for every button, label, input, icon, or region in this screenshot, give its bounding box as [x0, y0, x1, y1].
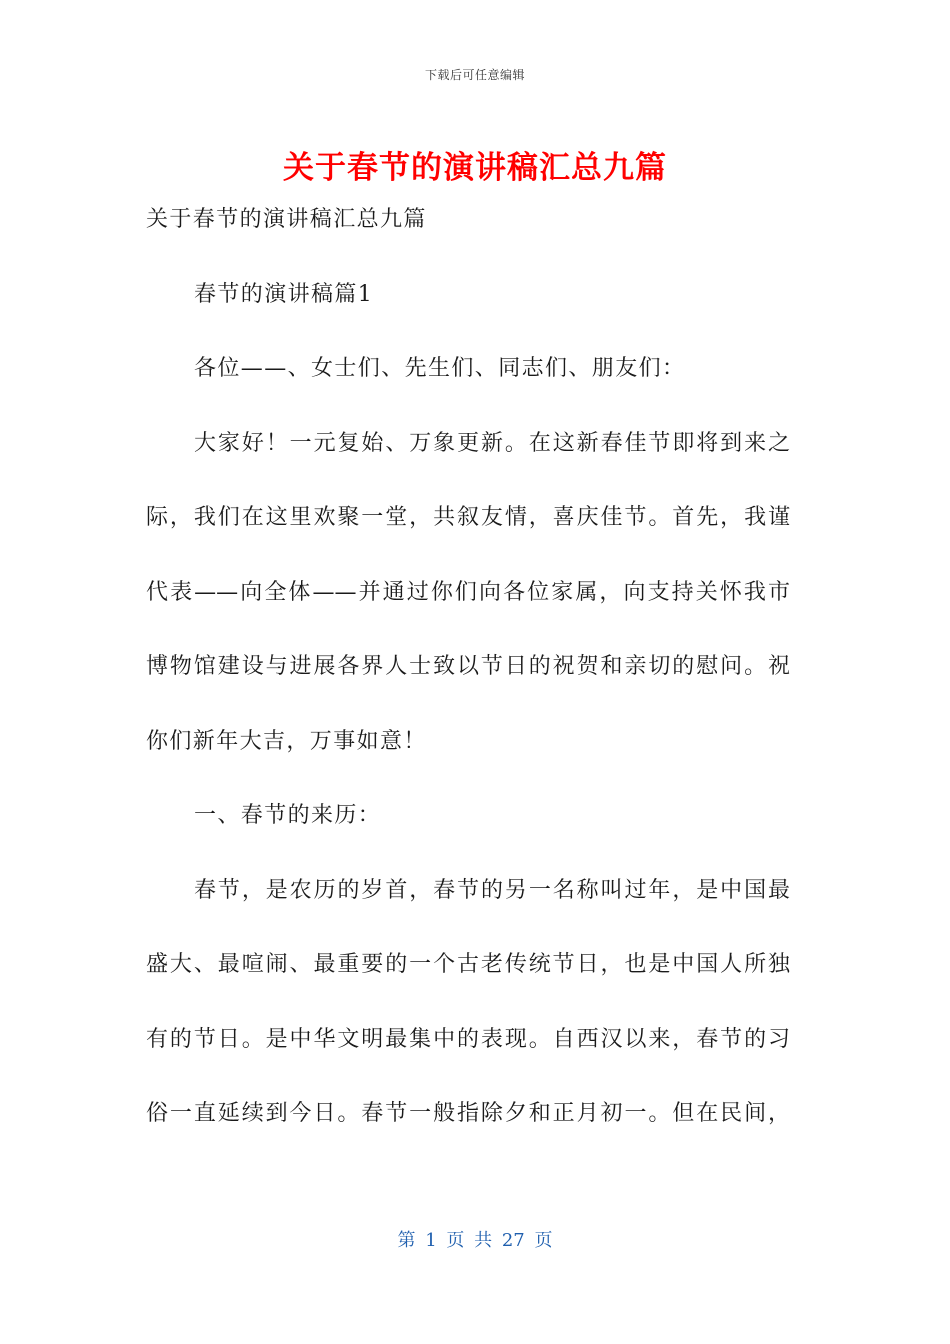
- paragraph-line: 际，我们在这里欢聚一堂，共叙友情，喜庆佳节。首先，我谨: [146, 505, 790, 530]
- paragraph-line: 俗一直延续到今日。春节一般指除夕和正月初一。但在民间，: [146, 1101, 790, 1126]
- paragraph-line: 你们新年大吉，万事如意！: [146, 728, 427, 754]
- page-number: 第 1 页 共 27 页: [397, 1230, 553, 1251]
- document-title: 关于春节的演讲稿汇总九篇: [283, 150, 667, 186]
- paragraph-line: 春节，是农历的岁首，春节的另一名称叫过年，是中国最: [194, 877, 790, 903]
- paragraph-line: 代表——向全体——并通过你们向各位家属，向支持关怀我市: [146, 579, 790, 605]
- section-heading: 春节的演讲稿篇1: [194, 281, 374, 307]
- document-body: [146, 200, 790, 1169]
- paragraph-line: 盛大、最喧闹、最重要的一个古老传统节日，也是中国人所独: [146, 952, 790, 977]
- paragraph-line: 博物馆建设与进展各界人士致以节日的祝贺和亲切的慰问。祝: [146, 654, 790, 679]
- subsection-heading: 一、春节的来历：: [194, 803, 382, 828]
- salutation-line: 各位——、女士们、先生们、同志们、朋友们：: [194, 356, 686, 381]
- paragraph-line: 大家好！一元复始、万象更新。在这新春佳节即将到来之: [194, 430, 790, 456]
- header-note: 下载后可任意编辑: [424, 68, 525, 82]
- subtitle-line: 关于春节的演讲稿汇总九篇: [146, 207, 427, 232]
- paragraph-line: 有的节日。是中华文明最集中的表现。自西汉以来，春节的习: [146, 1026, 790, 1052]
